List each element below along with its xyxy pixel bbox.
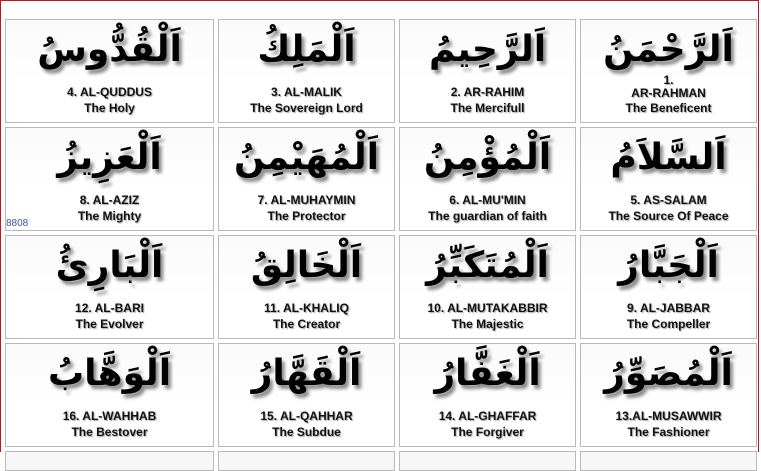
name-cell bbox=[580, 127, 757, 231]
meaning: The Subdue bbox=[272, 425, 341, 439]
name-cell-partial bbox=[5, 451, 214, 471]
meaning: The Source Of Peace bbox=[608, 209, 729, 223]
transliteration: AR-RAHIM bbox=[463, 85, 525, 99]
arabic-name: اَلْوَهَّابُ bbox=[47, 353, 172, 394]
name-cell bbox=[580, 235, 757, 339]
transliteration: AL-JABBAR bbox=[639, 301, 710, 315]
name-number: 6. bbox=[449, 193, 460, 207]
name-cell bbox=[399, 127, 576, 231]
name-cell bbox=[399, 235, 576, 339]
name-number: 1. bbox=[663, 73, 674, 87]
meaning: The Compeller bbox=[626, 317, 711, 331]
arabic-name: اَلْمُهَيْمِنُ bbox=[234, 137, 379, 178]
arabic-name: اَلْمَلِكُ bbox=[257, 29, 356, 70]
arabic-name: اَلْقَهَّارُ bbox=[251, 353, 362, 394]
name-number: 5. bbox=[630, 193, 641, 207]
transliteration: AL-WAHHAB bbox=[82, 409, 157, 423]
meaning: The Mighty bbox=[77, 209, 142, 223]
meaning: The guardian of faith bbox=[428, 209, 547, 223]
name-cell bbox=[5, 19, 214, 123]
name-number: 7. bbox=[257, 193, 268, 207]
arabic-name: اَلْقُدُّوسُ bbox=[37, 29, 182, 70]
name-cell bbox=[580, 343, 757, 447]
meaning: The Fashioner bbox=[627, 425, 710, 439]
name-number: 9. bbox=[627, 301, 638, 315]
transliteration: AL-AZIZ bbox=[92, 193, 140, 207]
transliteration: AL-GHAFFAR bbox=[458, 409, 537, 423]
name-number: 2. bbox=[450, 85, 461, 99]
arabic-name: اَلْمُتَكَبِّرُ bbox=[426, 245, 549, 286]
name-number: 3. bbox=[271, 85, 282, 99]
meaning: The Mercifull bbox=[450, 101, 525, 115]
arabic-name: اَلسَّلاَمُ bbox=[610, 137, 727, 178]
meaning: The Holy bbox=[84, 101, 135, 115]
name-cell bbox=[399, 19, 576, 123]
transliteration: AR-RAHMAN bbox=[631, 86, 706, 100]
arabic-name: اَلرَّحِيمُ bbox=[428, 29, 547, 70]
arabic-name: اَلْغَفَّارُ bbox=[434, 353, 541, 394]
meaning: The Forgiver bbox=[451, 425, 524, 439]
name-number: 14. bbox=[438, 409, 456, 423]
meaning: The Protector bbox=[267, 209, 346, 223]
name-cell bbox=[399, 343, 576, 447]
name-number: 16. bbox=[62, 409, 80, 423]
arabic-name: اَلرَّحْمَنُ bbox=[603, 29, 734, 70]
meaning: The Sovereign Lord bbox=[250, 101, 363, 115]
transliteration: AL-BARI bbox=[94, 301, 144, 315]
name-number: 15. bbox=[260, 409, 278, 423]
name-cell bbox=[218, 19, 395, 123]
transliteration: AL-QAHHAR bbox=[279, 409, 353, 423]
transliteration: AL-KHALIQ bbox=[282, 301, 349, 315]
transliteration: AL-MU'MIN bbox=[462, 193, 526, 207]
transliteration: AL-QUDDUS bbox=[79, 85, 152, 99]
meaning: The Evolver bbox=[75, 317, 144, 331]
transliteration: AL-MUHAYMIN bbox=[270, 193, 356, 207]
arabic-name: اَلْمُصَوِّرُ bbox=[604, 353, 733, 394]
arabic-name: اَلْجَبَّارُ bbox=[618, 245, 719, 286]
name-number: 10. bbox=[427, 301, 445, 315]
name-number: 12. bbox=[75, 301, 92, 315]
name-cell bbox=[580, 19, 757, 123]
name-cell bbox=[5, 235, 214, 339]
name-cell bbox=[218, 127, 395, 231]
arabic-name: اَلْخَالِقُ bbox=[250, 245, 363, 286]
name-number: 13. bbox=[615, 409, 633, 423]
transliteration: AS-SALAM bbox=[643, 193, 707, 207]
name-cell bbox=[5, 343, 214, 447]
meaning: The Bestover bbox=[71, 425, 148, 439]
name-cell bbox=[218, 343, 395, 447]
transliteration: AL-MUSAWWIR bbox=[632, 409, 722, 423]
name-number: 4. bbox=[67, 85, 78, 99]
transliteration: AL-MUTAKABBIR bbox=[447, 301, 548, 315]
hit-counter: 8808 bbox=[6, 218, 29, 229]
name-number: 11. bbox=[264, 301, 281, 315]
meaning: The Beneficent bbox=[625, 101, 712, 115]
meaning: The Majestic bbox=[451, 317, 524, 331]
name-cell bbox=[218, 235, 395, 339]
name-cell-partial bbox=[580, 451, 757, 471]
arabic-name: اَلْمُؤْمِنُ bbox=[423, 137, 552, 178]
name-cell-partial bbox=[399, 451, 576, 471]
arabic-name: اَلْبَارِئُ bbox=[55, 245, 164, 286]
transliteration: AL-MALIK bbox=[283, 85, 342, 99]
name-cell-partial bbox=[218, 451, 395, 471]
names-table bbox=[5, 19, 751, 459]
name-cell bbox=[5, 127, 214, 231]
arabic-name: اَلْعَزِيزُ bbox=[57, 137, 162, 178]
name-number: 8. bbox=[79, 193, 90, 207]
meaning: The Creator bbox=[272, 317, 341, 331]
